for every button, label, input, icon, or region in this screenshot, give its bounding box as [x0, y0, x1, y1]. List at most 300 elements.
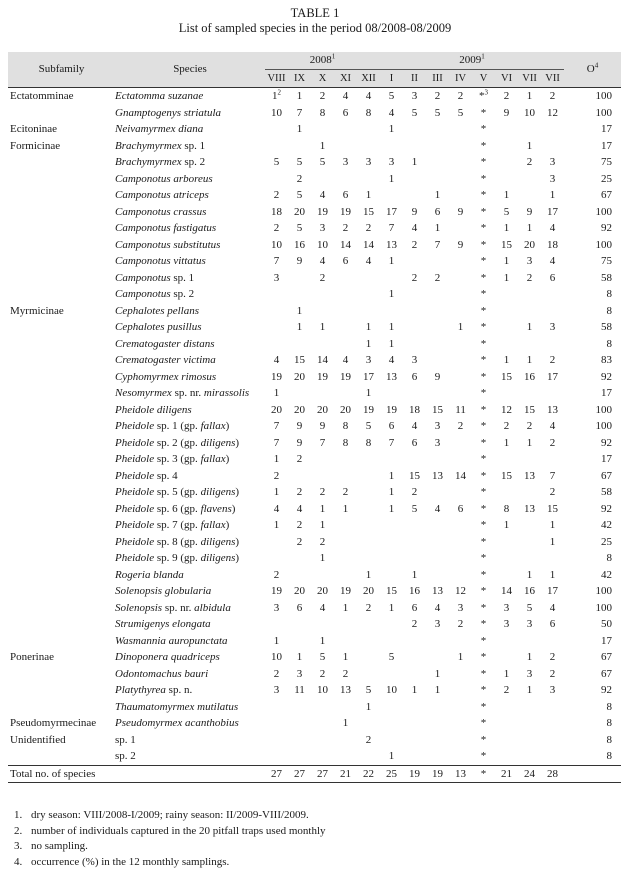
month-header: X — [311, 70, 334, 88]
count-cell: 1 — [503, 189, 510, 201]
count-cell: 1 — [388, 486, 395, 498]
count-cell — [426, 484, 449, 501]
count-cell: * — [480, 271, 487, 284]
count-cell — [288, 336, 311, 353]
count-cell: 1 — [273, 387, 280, 399]
subfamily-cell — [8, 748, 115, 765]
count-cell — [311, 171, 334, 188]
subfamily-cell — [8, 468, 115, 485]
table-row — [8, 649, 621, 666]
count-cell — [518, 732, 541, 749]
count-cell — [495, 715, 518, 732]
count-cell — [265, 171, 288, 188]
count-cell: 16 — [409, 585, 421, 597]
count-cell: 17 — [386, 205, 398, 218]
count-cell: 6 — [411, 436, 418, 449]
count-cell — [334, 385, 357, 402]
count-cell — [311, 567, 334, 584]
count-cell: 9 — [457, 205, 464, 218]
table-row — [8, 402, 621, 419]
count-cell: 2 — [296, 535, 303, 548]
occurrence-cell: 8 — [606, 337, 613, 350]
count-cell — [449, 451, 472, 468]
table-row — [8, 105, 621, 122]
subfamily-cell — [8, 583, 115, 600]
count-cell: 6 — [411, 601, 418, 614]
table-row — [8, 699, 621, 716]
count-cell: 14 — [501, 585, 513, 597]
count-cell — [495, 138, 518, 155]
count-cell: 2 — [411, 486, 418, 498]
count-cell: 15 — [547, 502, 559, 515]
occurrence-cell: 17 — [601, 453, 613, 465]
subfamily-cell: Ecitoninae — [10, 123, 58, 135]
count-cell: 3 — [526, 667, 533, 680]
species-cell: Pheidole diligens — [115, 403, 192, 416]
count-cell: 2 — [549, 651, 556, 663]
table-row — [8, 154, 621, 171]
species-cell: Camponotus fastigatus — [115, 222, 217, 234]
count-cell: 7 — [388, 222, 395, 234]
count-cell: 13 — [524, 502, 536, 515]
count-cell — [403, 649, 426, 666]
count-cell: 1 — [457, 321, 464, 333]
count-cell — [541, 451, 564, 468]
count-cell: 3 — [549, 156, 556, 168]
count-cell: 3 — [503, 601, 510, 614]
occurrence-cell: 50 — [601, 618, 613, 630]
count-cell: * — [480, 519, 487, 531]
count-cell: * — [480, 684, 487, 696]
subfamily-cell — [8, 319, 115, 336]
count-cell — [311, 303, 334, 320]
subfamily-cell — [8, 336, 115, 353]
count-cell — [265, 616, 288, 633]
count-cell: 13 — [432, 585, 444, 597]
table-row — [8, 88, 621, 105]
count-cell: 5 — [365, 684, 372, 696]
count-cell — [403, 517, 426, 534]
subfamily-cell: Ponerinae — [10, 651, 54, 663]
count-cell: 1 — [503, 436, 510, 449]
species-cell: Camponotus arboreus — [115, 172, 213, 185]
count-cell: 4 — [365, 255, 372, 267]
count-cell: * — [480, 288, 487, 300]
table-row — [8, 418, 621, 435]
count-cell: 2 — [365, 601, 372, 614]
species-cell: Brachymyrmex sp. 1 — [115, 139, 206, 152]
count-cell: 1 — [296, 304, 303, 317]
count-cell — [449, 187, 472, 204]
occurrence-cell: 92 — [601, 502, 613, 515]
subfamily-cell — [8, 105, 115, 122]
count-cell: 10 — [271, 651, 282, 663]
month-header: XI — [334, 70, 357, 88]
subfamily-cell: Myrmicinae — [10, 304, 64, 317]
count-cell: 5 — [296, 156, 303, 168]
count-cell — [449, 517, 472, 534]
table-row — [8, 715, 621, 732]
count-cell — [403, 748, 426, 765]
occurrence-cell: 58 — [601, 321, 613, 333]
count-cell: 7 — [319, 436, 326, 449]
count-cell: 1 — [319, 634, 326, 647]
count-cell: 1 — [319, 321, 326, 333]
count-cell: 15 — [501, 238, 513, 251]
count-cell: 3 — [388, 156, 395, 168]
occurrence-cell: 92 — [601, 222, 613, 234]
count-cell — [334, 748, 357, 765]
count-cell: 4 — [357, 88, 380, 105]
count-cell — [380, 138, 403, 155]
species-cell: Odontomachus bauri — [115, 667, 209, 680]
occurrence-cell: 17 — [601, 634, 613, 647]
year-2008-header: 2008$^1$ — [265, 52, 380, 70]
count-cell — [357, 715, 380, 732]
count-cell — [449, 369, 472, 386]
count-cell: 20 — [340, 403, 351, 416]
count-cell — [357, 286, 380, 303]
count-cell — [449, 682, 472, 699]
count-cell: 8 — [319, 106, 326, 119]
count-cell — [426, 517, 449, 534]
count-cell — [495, 633, 518, 650]
count-cell: 14 — [340, 238, 351, 251]
occurrence-cell: 17 — [601, 123, 613, 135]
count-cell — [311, 286, 334, 303]
count-cell: 14 — [455, 469, 467, 482]
count-cell — [403, 303, 426, 320]
species-cell: Pheidole sp. 4 — [115, 469, 178, 482]
species-cell: Crematogaster distans — [115, 337, 215, 350]
count-cell: 3 — [273, 271, 280, 284]
count-cell: 8 — [365, 436, 372, 449]
count-cell: 5 — [296, 189, 303, 201]
count-cell — [334, 171, 357, 188]
count-cell — [495, 699, 518, 716]
count-cell: 4 — [273, 502, 280, 515]
month-header: II — [403, 70, 426, 88]
count-cell: 6 — [411, 370, 418, 383]
total-cell: 22 — [357, 765, 380, 783]
count-cell: 4 — [388, 354, 395, 366]
subfamily-cell — [8, 534, 115, 551]
count-cell: 1 — [434, 667, 441, 680]
count-cell — [403, 187, 426, 204]
count-cell — [380, 732, 403, 749]
count-cell — [449, 154, 472, 171]
count-cell: 13 — [386, 238, 398, 251]
table-row — [8, 319, 621, 336]
count-cell: 3 — [526, 618, 533, 630]
count-cell: 14 — [317, 354, 328, 366]
count-cell: 3 — [457, 601, 464, 614]
count-cell: 5 — [319, 651, 326, 663]
count-cell — [357, 748, 380, 765]
count-cell: 7 — [296, 106, 303, 119]
count-cell: 17 — [547, 585, 559, 597]
subfamily-cell — [8, 633, 115, 650]
count-cell: 1 — [434, 684, 441, 696]
count-cell — [495, 303, 518, 320]
table-row — [8, 583, 621, 600]
count-cell — [380, 303, 403, 320]
table-row — [8, 534, 621, 551]
count-cell — [426, 633, 449, 650]
count-cell — [518, 171, 541, 188]
total-label: Total no. of species — [8, 765, 265, 783]
subfamily-cell — [8, 352, 115, 369]
count-cell — [334, 286, 357, 303]
count-cell: 3 — [296, 667, 303, 680]
count-cell — [426, 352, 449, 369]
count-cell: 3 — [411, 354, 418, 366]
count-cell: 1 — [549, 189, 556, 201]
count-cell: 2 — [296, 519, 303, 531]
occurrence-cell: 42 — [601, 568, 613, 581]
count-cell — [380, 270, 403, 287]
count-cell — [357, 451, 380, 468]
count-cell: * — [480, 123, 487, 135]
count-cell — [541, 385, 564, 402]
count-cell: 1 — [526, 651, 533, 663]
count-cell: 10 — [271, 238, 282, 251]
count-cell — [357, 666, 380, 683]
count-cell: * — [480, 750, 487, 762]
species-header: Species — [115, 52, 265, 88]
count-cell: 1 — [526, 222, 533, 234]
species-cell: Pheidole sp. 5 (gp. diligens) — [115, 486, 240, 498]
count-cell: 19 — [317, 205, 328, 218]
species-cell: Camponotus vittatus — [115, 255, 206, 267]
count-cell: * — [480, 453, 487, 465]
occurrence-cell: 92 — [601, 684, 613, 696]
count-cell: 20 — [317, 403, 328, 416]
count-cell: 1 — [388, 321, 395, 333]
count-cell: 1 — [503, 255, 510, 267]
count-cell — [380, 550, 403, 567]
subfamily-cell: Ectatomminae — [8, 88, 115, 105]
count-cell: 15 — [501, 370, 513, 383]
count-cell — [265, 121, 288, 138]
count-cell: 13 — [340, 684, 351, 696]
count-cell: 14 — [363, 238, 375, 251]
count-cell: 1 — [342, 502, 349, 515]
count-cell — [403, 121, 426, 138]
count-cell — [334, 138, 357, 155]
species-cell: Camponotus atriceps — [115, 189, 209, 201]
count-cell: 9 — [411, 205, 418, 218]
count-cell: 2 — [273, 189, 280, 201]
species-cell: Cephalotes pellans — [115, 304, 200, 317]
table-row — [8, 352, 621, 369]
count-cell: 4 — [273, 354, 280, 366]
count-cell: 19 — [340, 370, 351, 383]
count-cell: * — [480, 568, 487, 581]
count-cell: 5 — [380, 88, 403, 105]
count-cell: 20 — [294, 205, 305, 218]
count-cell — [334, 732, 357, 749]
count-cell: 6 — [388, 420, 395, 432]
count-cell: 1 — [342, 601, 349, 614]
total-cell: 27 — [288, 765, 311, 783]
occurrence-cell: 67 — [601, 189, 613, 201]
count-cell — [403, 385, 426, 402]
count-cell: 1 — [388, 502, 395, 515]
count-cell: * — [480, 222, 487, 234]
count-cell: 2 — [503, 684, 510, 696]
count-cell: 2 — [549, 354, 556, 366]
count-cell: 3 — [403, 88, 426, 105]
table-row — [8, 253, 621, 270]
count-cell: 5 — [365, 420, 372, 432]
count-cell: 2 — [457, 618, 464, 630]
occurrence-cell: 100 — [595, 420, 613, 432]
count-cell: 1 — [273, 634, 280, 647]
table-row — [8, 220, 621, 237]
count-cell — [426, 154, 449, 171]
count-cell — [541, 633, 564, 650]
count-cell — [518, 550, 541, 567]
count-cell: 1 — [365, 700, 372, 713]
count-cell: 1 — [296, 321, 303, 333]
count-cell: *$^3$ — [472, 88, 495, 105]
count-cell: * — [480, 156, 487, 168]
count-cell: 1 — [365, 387, 372, 399]
species-cell: Thaumatomyrmex mutilatus — [115, 700, 239, 713]
occurrence-cell: 100 — [595, 403, 613, 416]
table-row — [8, 600, 621, 617]
count-cell: 2 — [495, 88, 518, 105]
total-cell: 19 — [403, 765, 426, 783]
count-cell: 1 — [319, 552, 326, 564]
table-row — [8, 303, 621, 320]
table-row — [8, 369, 621, 386]
count-cell: * — [480, 354, 487, 366]
count-cell: 5 — [503, 205, 510, 218]
count-cell: 1 — [388, 337, 395, 350]
count-cell: * — [480, 585, 487, 597]
count-cell: * — [480, 337, 487, 350]
count-cell: 11 — [294, 684, 305, 696]
species-table — [8, 52, 621, 783]
occurrence-cell: 25 — [601, 172, 613, 185]
count-cell: 20 — [363, 585, 375, 597]
count-cell — [380, 534, 403, 551]
occurrence-cell: 75 — [601, 156, 613, 168]
footnote: 3. no sampling. — [14, 840, 88, 852]
count-cell — [265, 319, 288, 336]
count-cell: 1 — [388, 255, 395, 267]
total-cell: 27 — [311, 765, 334, 783]
count-cell — [334, 534, 357, 551]
subfamily-cell — [8, 550, 115, 567]
count-cell: * — [480, 255, 487, 267]
count-cell — [495, 154, 518, 171]
count-cell: 7 — [273, 436, 280, 449]
count-cell — [426, 171, 449, 188]
count-cell — [495, 550, 518, 567]
count-cell: 6 — [457, 502, 464, 515]
count-cell: 4 — [319, 189, 326, 201]
count-cell — [426, 303, 449, 320]
count-cell: 9 — [434, 370, 441, 383]
count-cell: 4 — [319, 255, 326, 267]
count-cell — [449, 484, 472, 501]
count-cell — [311, 715, 334, 732]
count-cell — [495, 484, 518, 501]
count-cell: 3 — [549, 321, 556, 333]
count-cell: 3 — [503, 618, 510, 630]
count-cell: 4 — [296, 502, 303, 515]
count-cell — [426, 534, 449, 551]
count-cell — [403, 699, 426, 716]
table-body — [8, 88, 621, 783]
count-cell — [380, 699, 403, 716]
count-cell — [357, 534, 380, 551]
count-cell — [449, 732, 472, 749]
total-cell: * — [472, 765, 495, 783]
count-cell — [426, 748, 449, 765]
subfamily-cell — [8, 402, 115, 419]
footnote: 1. dry season: VIII/2008-I/2009; rainy season: II/2009-VIII/2009. — [14, 809, 309, 821]
count-cell — [426, 567, 449, 584]
count-cell: 19 — [271, 370, 282, 383]
count-cell: * — [480, 321, 487, 333]
month-header: IX — [288, 70, 311, 88]
count-cell — [265, 550, 288, 567]
table-row — [8, 550, 621, 567]
count-cell: * — [480, 469, 487, 482]
count-cell — [541, 732, 564, 749]
count-cell: 1 — [503, 519, 510, 531]
count-cell — [380, 567, 403, 584]
subfamily-cell — [8, 171, 115, 188]
count-cell — [380, 633, 403, 650]
count-cell: 2 — [549, 486, 556, 498]
species-cell: Pheidole sp. 3 (gp. fallax) — [115, 453, 230, 465]
count-cell — [380, 385, 403, 402]
subfamily-cell — [8, 682, 115, 699]
count-cell — [426, 649, 449, 666]
count-cell: 9 — [526, 205, 533, 218]
count-cell: 20 — [271, 403, 282, 416]
count-cell — [518, 336, 541, 353]
count-cell — [518, 121, 541, 138]
count-cell — [495, 385, 518, 402]
month-header: VIII — [265, 70, 288, 88]
count-cell — [288, 550, 311, 567]
count-cell: 15 — [386, 585, 398, 597]
count-cell — [426, 138, 449, 155]
subfamily-cell — [8, 699, 115, 716]
count-cell: * — [480, 717, 487, 729]
species-cell: Platythyrea sp. n. — [115, 684, 193, 696]
occurrence-cell: 8 — [606, 700, 613, 713]
count-cell — [403, 715, 426, 732]
count-cell: 2 — [457, 420, 464, 432]
count-cell — [311, 121, 334, 138]
count-cell: 2 — [319, 535, 326, 548]
month-header: VII — [541, 70, 564, 88]
count-cell: 13 — [547, 403, 559, 416]
count-cell: 2 — [296, 172, 303, 185]
count-cell: 12 — [547, 106, 559, 119]
total-cell: 27 — [265, 765, 288, 783]
count-cell — [449, 138, 472, 155]
count-cell — [541, 336, 564, 353]
species-cell: Wasmannia auropunctata — [115, 634, 228, 647]
